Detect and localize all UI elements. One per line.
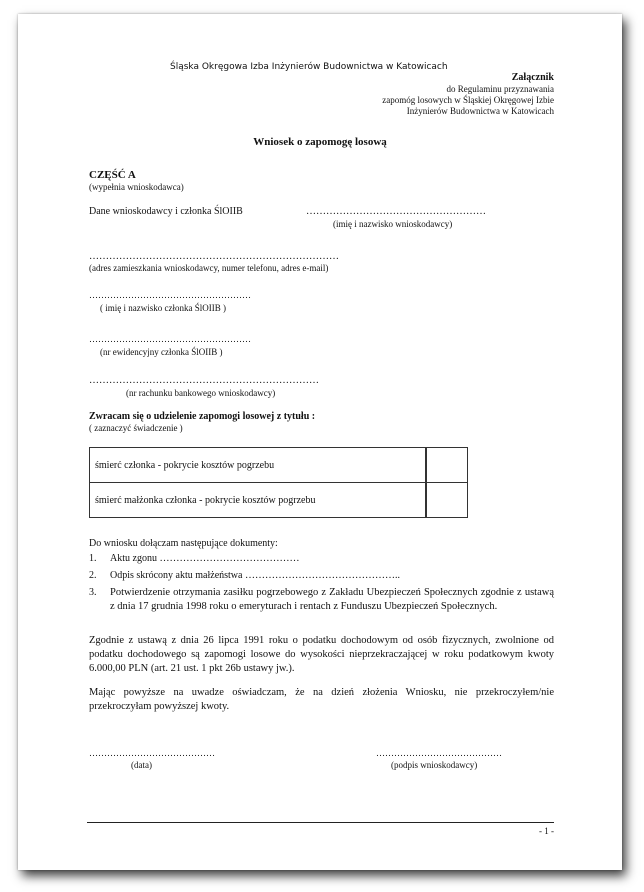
attachment-line-3: Inżynierów Budownictwa w Katowicach	[406, 106, 554, 116]
bank-account-caption: (nr rachunku bankowego wnioskodawcy)	[126, 388, 276, 398]
member-name-caption: ( imię i nazwisko członka ŚlOIIB )	[100, 303, 226, 313]
organization-name: Śląska Okręgowa Izba Inżynierów Budownictwa w Katowicach	[170, 62, 448, 72]
member-number-caption: (nr ewidencyjny członka ŚlOIIB )	[100, 347, 223, 357]
attachment-text: Potwierdzenie otrzymania zasiłku pogrzebowego z Zakładu Ubezpieczeń Społecznych zgodnie z ustawą z dnia 17 grudnia 1998 roku o emeryturach i rentach z Funduszu Ubezpieczeń Społecznych.	[110, 587, 554, 612]
member-name-field[interactable]: ………………………………………………	[89, 290, 251, 300]
attachments-intro: Do wniosku dołączam następujące dokumenty:	[89, 538, 278, 549]
attachment-number: 3.	[89, 587, 97, 598]
attachment-text: Aktu zgonu ……………………………………	[110, 553, 300, 564]
benefit-option-row	[90, 483, 468, 518]
address-field[interactable]: …………………………………………………………………	[89, 251, 339, 262]
benefit-option-label: śmierć członka - pokrycie kosztów pogrzebu	[90, 448, 427, 483]
signature-caption: (podpis wnioskodawcy)	[391, 760, 478, 770]
attachment-number: 1.	[89, 553, 97, 564]
applicant-label: Dane wnioskodawcy i członka ŚlOIIB	[89, 206, 243, 217]
footer-divider	[87, 822, 554, 823]
applicant-name-field[interactable]: ………………………………………………	[306, 206, 486, 217]
benefit-option-row	[90, 448, 468, 483]
request-heading: Zwracam się o udzielenie zapomogi losowej z tytułu :	[89, 411, 316, 422]
benefit-option-checkbox[interactable]	[426, 483, 468, 518]
benefit-option-label: śmierć małżonka członka - pokrycie kosztów pogrzebu	[90, 483, 427, 518]
attachment-line-2: zapomóg losowych w Śląskiej Okręgowej Izbie	[382, 95, 554, 105]
part-a-title: CZĘŚĆ A	[89, 169, 136, 181]
tax-paragraph: Zgodnie z ustawą z dnia 26 lipca 1991 roku o podatku dochodowym od osób fizycznych, zwolnione od podatku dochodowego są zapomogi losowe do wysokości nieprzekraczającej w roku podatkowym kwoty 6.000,00 PLN (art. 21 ust. 1 pkt 26b ustawy jw.).	[89, 635, 554, 674]
address-caption: (adres zamieszkania wnioskodawcy, numer telefonu, adres e-mail)	[89, 263, 329, 273]
attachment-number: 2.	[89, 570, 97, 581]
page-number: - 1 -	[539, 826, 554, 836]
signature-field[interactable]: ……………………………………	[376, 748, 502, 758]
part-a-subtitle: (wypełnia wnioskodawca)	[89, 182, 184, 192]
bank-account-field[interactable]: ……………………………………………………………	[89, 375, 319, 386]
declaration-paragraph: Mając powyższe na uwadze oświadczam, że na dzień złożenia Wniosku, nie przekroczyłem/nie przekroczyłam powyższej kwoty.	[89, 687, 554, 712]
document-page	[18, 14, 622, 870]
document-title: Wniosek o zapomogę losową	[253, 136, 387, 148]
date-field[interactable]: ……………………………………	[89, 748, 215, 758]
applicant-name-caption: (imię i nazwisko wnioskodawcy)	[333, 219, 453, 229]
date-caption: (data)	[131, 760, 152, 770]
member-number-field[interactable]: ………………………………………………	[89, 334, 251, 344]
benefit-options-table	[89, 447, 468, 518]
attachment-line-1: do Regulaminu przyznawania	[446, 84, 554, 94]
attachment-text: Odpis skrócony aktu małżeństwa ………………………………………..	[110, 570, 400, 581]
benefit-option-checkbox[interactable]	[426, 448, 468, 483]
attachment-title: Załącznik	[511, 72, 554, 83]
request-subheading: ( zaznaczyć świadczenie )	[89, 423, 183, 433]
